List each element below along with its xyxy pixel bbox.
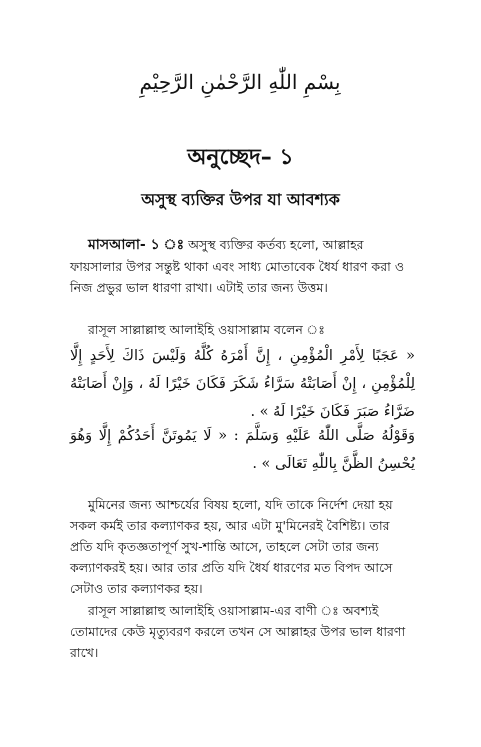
paragraph-masala-1 <box>70 234 415 298</box>
hadith-intro: রাসূল সাল্লাল্লাহু আলাইহি ওয়াসাল্লাম বলেন ঃ <box>88 322 325 337</box>
arabic-hadith-2: وَقَوْلُهُ صَلَّى اللّٰهُ عَلَيْهِ وَسَلَّمَ : « لَا يَمُوتَنَّ أَحَدُكُمْ إِلَّا وَهُوَ يُحْسِنُ الظَّنَّ بِاللّٰهِ تَعَالَى » . <box>70 428 415 472</box>
closing-paragraph: রাসূল সাল্লাল্লাহু আলাইহি ওয়াসাল্লাম-এর বাণী ঃ অবশ্যই তোমাদের কেউ মৃত্যুবরণ করলে তখন সে আল্লাহর উপর ভাল ধারণা রাখে। <box>70 603 406 660</box>
translation-paragraph: মুমিনের জন্য আশ্চর্যের বিষয় হলো, যদি তাকে নির্দেশ দেয়া হয় সকল কর্মই তার কল্যাণকর হয়, আর এটা মু'মিনেরই বৈশিষ্ট্য। তার প্রতি যদি কৃতজ্ঞতাপূর্ণ সুখ-শান্তি আসে, তাহলে সেটা তার জন্য কল্যাণকরই হয়। আর তার প্রতি যদি ধৈর্য ধারণের মত বিপদ আসে সেটাও তার কল্যাণকর হয়। <box>70 497 393 596</box>
section-subtitle: অসুস্থ ব্যক্তির উপর যা আবশ্যক <box>141 190 340 209</box>
arabic-hadith-1: « عَجَبًا لِأَمْرِ الْمُؤْمِنِ ، إِنَّ أَمْرَهُ كُلَّهُ وَلَيْسَ ذَاكَ لِأَحَدٍ إِلَّا لِلْمُؤْمِنِ ، إِنْ أَصَابَتْهُ سَرَّاءُ شَكَرَ فَكَانَ خَيْرًا لَهُ ، وَإِنْ أَصَابَتْهُ ضَرَّاءُ صَبَرَ فَكَانَ خَيْرًا لَهُ » . <box>70 348 415 420</box>
bismillah-heading: بِسْمِ اللّٰهِ الرَّحْمٰنِ الرَّحِيْمِ <box>139 70 341 94</box>
masala-text: অসুস্থ ব্যক্তির কর্তব্য হলো, আল্লাহর ফায়সালার উপর সন্তুষ্ট থাকা এবং সাধ্য মোতাবেক ধৈর্য ধারণ করা ও নিজ প্রভুর ভাল ধারণা রাখা। এটাই তার জন্য উত্তম। <box>70 237 405 295</box>
chapter-title: অনুচ্ছেদ– ১ <box>187 145 294 170</box>
masala-lead: মাসআলা- ১ ঃ <box>88 237 185 253</box>
